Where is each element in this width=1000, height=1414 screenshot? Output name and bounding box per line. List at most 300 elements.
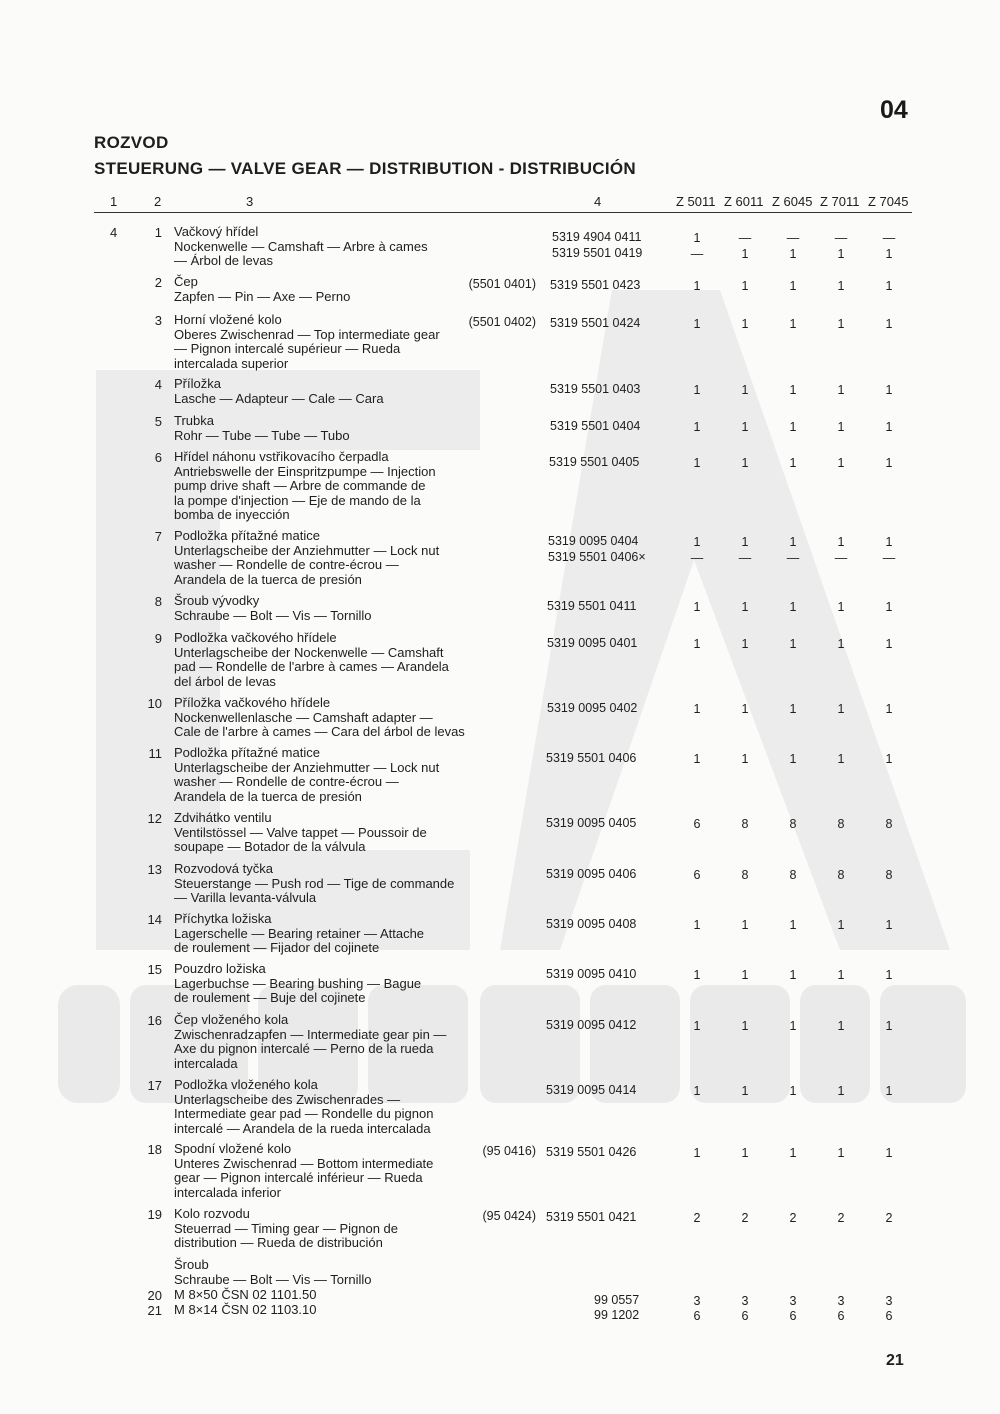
quantity-value: 1	[741, 1084, 749, 1098]
quantity-cell	[869, 918, 909, 934]
quantity-value: 1	[885, 456, 893, 470]
quantity-value: 1	[789, 1146, 797, 1160]
part-numbers	[550, 382, 640, 398]
part-description	[174, 377, 504, 406]
column-header-3: 3	[246, 194, 254, 209]
quantity-value: 1	[741, 317, 749, 331]
quantity-cell	[821, 383, 861, 399]
quantity-value: 8	[741, 817, 749, 831]
description-line: M 8×50 ČSN 02 1101.50	[174, 1287, 317, 1302]
quantity-cell	[821, 968, 861, 984]
quantity-value: 1	[789, 752, 797, 766]
quantity-value: 1	[789, 968, 797, 982]
quantity-value: 1	[693, 752, 701, 766]
quantity-cell	[677, 231, 717, 262]
description-line: Trubka	[174, 413, 214, 428]
quantity-value: 1	[789, 637, 797, 651]
description-line: intercalada	[174, 1055, 238, 1071]
position-number: 8	[154, 594, 162, 609]
part-number: 5319 5501 0423	[550, 278, 641, 292]
quantity-cell	[725, 1211, 765, 1227]
quantity-value: 1	[693, 1084, 701, 1098]
part-description	[174, 529, 504, 587]
quantity-value: 1	[789, 383, 797, 397]
quantity-value: 8	[789, 817, 797, 831]
part-numbers	[550, 278, 640, 294]
position-number: 17	[147, 1078, 162, 1093]
column-header-model-2: Z 6045	[772, 194, 813, 209]
quantity-value: 1	[741, 1146, 749, 1160]
quantity-value: 1	[789, 317, 797, 331]
description-line: Zapfen — Pin — Axe — Perno	[174, 288, 351, 304]
quantity-value: 1	[693, 1019, 701, 1033]
part-description	[174, 1013, 504, 1071]
quantity-cell	[677, 1084, 717, 1100]
part-description	[174, 1207, 504, 1251]
reference-number: (95 0416)	[482, 1144, 536, 1158]
description-line: la pompe d'injection — Eje de mando de la	[174, 492, 421, 508]
part-numbers	[546, 816, 636, 832]
column-header-model-3: Z 7011	[820, 194, 860, 209]
quantity-value: 1	[837, 918, 845, 932]
quantity-cell	[869, 279, 909, 295]
quantity-value: 1	[741, 246, 749, 261]
description-line: distribution — Rueda de distribución	[174, 1235, 383, 1251]
part-number: 5319 0095 0401	[547, 636, 638, 650]
description-line: Unterlagscheibe des Zwischenrades —	[174, 1091, 401, 1107]
part-number: 5319 0095 0408	[546, 917, 637, 931]
quantity-cell	[773, 1211, 813, 1227]
page-number: 21	[886, 1352, 904, 1369]
quantity-cell	[725, 317, 765, 333]
description-line: Nockenwelle — Camshaft — Arbre à cames	[174, 238, 428, 254]
quantity-cell	[821, 1294, 861, 1310]
quantity-value: 1	[741, 637, 749, 651]
quantity-value: 1	[693, 637, 701, 651]
quantity-cell	[869, 702, 909, 718]
quantity-cell	[869, 1019, 909, 1035]
quantity-cell	[725, 1146, 765, 1162]
quantity-cell	[869, 1146, 909, 1162]
quantity-value: 6	[885, 1309, 893, 1323]
quantity-cell	[869, 456, 909, 472]
description-line: — Árbol de levas	[174, 253, 273, 269]
quantity-cell	[725, 968, 765, 984]
quantity-value: 1	[693, 383, 701, 397]
quantity-cell	[773, 456, 813, 472]
part-number: 5319 0095 0406	[546, 867, 637, 881]
position-number: 7	[154, 529, 162, 544]
quantity-value: 1	[789, 1084, 797, 1098]
quantity-value: 1	[693, 968, 701, 982]
quantity-cell	[677, 317, 717, 333]
description-line: pump drive shaft — Arbre de commande de	[174, 478, 426, 494]
position-number: 14	[147, 912, 162, 927]
quantity-cell	[869, 231, 909, 262]
part-number: 5319 0095 0405	[546, 816, 637, 830]
quantity-cell	[677, 383, 717, 399]
description-line: Podložka přítažné matice	[174, 745, 320, 760]
column-header-1: 1	[110, 194, 118, 209]
part-description	[174, 912, 504, 956]
part-number: 5319 5501 0405	[549, 455, 640, 469]
description-line: intercalada inferior	[174, 1184, 281, 1200]
quantity-cell	[869, 868, 909, 884]
page-subtitle: STEUERUNG — VALVE GEAR — DISTRIBUTION - DISTRIBUCIÓN	[94, 159, 636, 178]
description-line: Unteres Zwischenrad — Bottom intermediate	[174, 1155, 434, 1171]
quantity-cell	[725, 918, 765, 934]
column-header-model-0: Z 5011	[676, 194, 716, 209]
quantity-value: 1	[741, 752, 749, 766]
part-description	[174, 696, 504, 740]
description-line: Axe du pignon intercalé — Perno de la rueda	[174, 1041, 434, 1057]
part-number: 5319 5501 0406×	[548, 549, 646, 564]
column-header-model-4: Z 7045	[868, 194, 909, 209]
position-number: 1	[154, 225, 162, 240]
quantity-value: 6	[837, 1309, 845, 1323]
description-line: M 8×14 ČSN 02 1103.10	[174, 1302, 317, 1317]
quantity-cell	[821, 702, 861, 718]
quantity-cell	[821, 918, 861, 934]
quantity-cell	[773, 600, 813, 616]
quantity-value: 1	[885, 968, 893, 982]
part-number: 5319 5501 0421	[546, 1210, 637, 1224]
quantity-cell	[677, 1019, 717, 1035]
position-number: 19	[147, 1207, 162, 1222]
quantity-cell	[725, 420, 765, 436]
quantity-value: 1	[741, 702, 749, 716]
quantity-value: 1	[885, 317, 893, 331]
quantity-cell	[773, 535, 813, 566]
quantity-cell	[677, 279, 717, 295]
quantity-cell	[821, 1019, 861, 1035]
position-number: 9	[154, 631, 162, 646]
part-numbers	[547, 701, 637, 717]
quantity-value: 1	[693, 1146, 701, 1160]
quantity-cell	[821, 1146, 861, 1162]
description-line: washer — Rondelle de contre-écrou —	[174, 774, 399, 790]
quantity-cell	[773, 1309, 813, 1325]
quantity-value: 1	[885, 535, 893, 549]
quantity-cell	[773, 1084, 813, 1100]
quantity-value: 1	[789, 279, 797, 293]
quantity-value: 1	[741, 279, 749, 293]
position-number: 16	[147, 1013, 162, 1028]
part-number: 5319 5501 0424	[550, 316, 641, 330]
quantity-value: —	[786, 231, 800, 245]
position-number: 18	[147, 1142, 162, 1157]
quantity-cell	[821, 752, 861, 768]
part-description	[174, 1078, 504, 1136]
part-description	[174, 1142, 504, 1200]
part-number: 99 1202	[594, 1308, 640, 1322]
quantity-cell	[773, 918, 813, 934]
quantity-value: 1	[885, 637, 893, 651]
description-line: Intermediate gear pad — Rondelle du pignon	[174, 1106, 434, 1122]
quantity-value: 6	[693, 817, 701, 831]
part-numbers	[546, 1018, 636, 1034]
quantity-value: 1	[693, 279, 701, 293]
position-number: 20	[147, 1288, 162, 1303]
quantity-cell	[773, 1019, 813, 1035]
quantity-value: 1	[741, 535, 749, 549]
description-line: Vačkový hřídel	[174, 224, 259, 239]
part-numbers	[548, 534, 646, 565]
column-header-model-1: Z 6011	[724, 194, 764, 209]
reference-number: (5501 0401)	[468, 277, 536, 291]
quantity-cell	[821, 1084, 861, 1100]
part-description	[174, 746, 504, 804]
quantity-cell	[725, 868, 765, 884]
description-line: Kolo rozvodu	[174, 1206, 250, 1221]
part-description	[174, 1258, 504, 1287]
quantity-value: 2	[837, 1211, 845, 1225]
quantity-value: 2	[789, 1211, 797, 1225]
quantity-cell	[725, 1309, 765, 1325]
quantity-cell	[869, 535, 909, 566]
description-line: Podložka vačkového hřídele	[174, 630, 337, 645]
quantity-cell	[821, 535, 861, 566]
description-line: Podložka vloženého kola	[174, 1077, 318, 1092]
quantity-value: 1	[885, 752, 893, 766]
position-number: 6	[154, 450, 162, 465]
description-line: bomba de inyección	[174, 507, 290, 523]
quantity-value: 1	[789, 420, 797, 434]
description-line: Zwischenradzapfen — Intermediate gear pin —	[174, 1026, 447, 1042]
quantity-cell	[869, 1294, 909, 1310]
part-numbers	[546, 967, 636, 983]
quantity-value: 1	[837, 383, 845, 397]
part-number: 5319 0095 0412	[546, 1018, 637, 1032]
quantity-cell	[869, 317, 909, 333]
part-number: 99 0557	[594, 1293, 640, 1307]
quantity-cell	[677, 420, 717, 436]
quantity-cell	[821, 817, 861, 833]
quantity-value: —	[690, 550, 704, 565]
quantity-cell	[869, 1309, 909, 1325]
description-line: Steuerstange — Push rod — Tige de commande	[174, 875, 455, 891]
description-line: Šroub vývodky	[174, 593, 260, 608]
quantity-value: 8	[837, 817, 845, 831]
quantity-cell	[821, 420, 861, 436]
quantity-value: 3	[885, 1294, 893, 1308]
quantity-cell	[869, 600, 909, 616]
quantity-value: 1	[837, 420, 845, 434]
quantity-cell	[725, 279, 765, 295]
quantity-cell	[869, 1084, 909, 1100]
description-line: Příchytka ložiska	[174, 911, 272, 926]
quantity-cell	[725, 383, 765, 399]
quantity-value: 1	[789, 456, 797, 470]
description-line: Podložka přítažné matice	[174, 528, 320, 543]
quantity-cell	[773, 1294, 813, 1310]
description-line: soupape — Botador de la válvula	[174, 839, 366, 855]
header-rule	[94, 212, 912, 213]
quantity-cell	[773, 317, 813, 333]
quantity-value: 3	[693, 1294, 701, 1308]
quantity-value: 1	[789, 246, 797, 261]
part-numbers	[594, 1293, 639, 1309]
quantity-value: —	[834, 550, 848, 565]
quantity-cell	[773, 420, 813, 436]
quantity-cell	[725, 702, 765, 718]
description-line: Rozvodová tyčka	[174, 861, 273, 876]
description-line: Lagerbuchse — Bearing bushing — Bague	[174, 975, 422, 991]
quantity-cell	[677, 752, 717, 768]
quantity-cell	[677, 637, 717, 653]
description-line: Lasche — Adapteur — Cale — Cara	[174, 390, 384, 406]
quantity-cell	[677, 918, 717, 934]
quantity-cell	[869, 420, 909, 436]
description-line: Čep	[174, 274, 198, 289]
position-number: 10	[147, 696, 162, 711]
description-line: intercalé — Arandela de la rueda intercalada	[174, 1120, 431, 1136]
quantity-value: 1	[837, 246, 845, 261]
part-description	[174, 862, 504, 906]
description-line: — Varilla levanta-válvula	[174, 890, 317, 906]
quantity-cell	[773, 817, 813, 833]
quantity-value: 1	[693, 702, 701, 716]
description-line: Schraube — Bolt — Vis — Tornillo	[174, 607, 372, 623]
part-description	[174, 313, 504, 371]
quantity-value: 1	[885, 383, 893, 397]
part-description	[174, 811, 504, 855]
quantity-value: 8	[789, 868, 797, 882]
description-line: Schraube — Bolt — Vis — Tornillo	[174, 1271, 372, 1287]
part-numbers	[546, 917, 636, 933]
description-line: Steuerrad — Timing gear — Pignon de	[174, 1220, 399, 1236]
quantity-cell	[677, 968, 717, 984]
quantity-cell	[725, 535, 765, 566]
quantity-value: 1	[837, 752, 845, 766]
part-number: 5319 5501 0411	[547, 599, 637, 613]
quantity-cell	[677, 600, 717, 616]
quantity-cell	[773, 279, 813, 295]
part-number: 5319 4904 0411	[552, 230, 642, 244]
description-line: Nockenwellenlasche — Camshaft adapter —	[174, 709, 433, 725]
quantity-value: 1	[741, 456, 749, 470]
quantity-cell	[869, 1211, 909, 1227]
page-title: ROZVOD	[94, 133, 169, 152]
part-numbers	[546, 751, 636, 767]
part-numbers	[550, 419, 640, 435]
quantity-value: 1	[741, 600, 749, 614]
quantity-value: 1	[837, 1084, 845, 1098]
quantity-cell	[677, 456, 717, 472]
quantity-value: —	[786, 550, 800, 565]
quantity-cell	[821, 1211, 861, 1227]
description-line: intercalada superior	[174, 355, 289, 371]
quantity-cell	[869, 383, 909, 399]
part-description	[174, 631, 504, 689]
part-numbers	[594, 1308, 639, 1324]
part-description	[174, 414, 504, 443]
description-line: de roulement — Fijador del cojinete	[174, 940, 380, 956]
quantity-cell	[725, 600, 765, 616]
quantity-cell	[677, 535, 717, 566]
description-line: pad — Rondelle de l'arbre à cames — Arandela	[174, 659, 449, 675]
description-line: Antriebswelle der Einspritzpumpe — Injection	[174, 463, 436, 479]
description-line: de roulement — Buje del cojinete	[174, 990, 366, 1006]
part-number: 5319 0095 0414	[546, 1083, 637, 1097]
part-numbers	[547, 599, 636, 615]
part-description	[174, 1288, 504, 1303]
quantity-cell	[821, 1309, 861, 1325]
quantity-value: 1	[837, 637, 845, 651]
part-description	[174, 275, 504, 304]
description-line: Čep vloženého kola	[174, 1012, 289, 1027]
part-numbers	[546, 867, 636, 883]
quantity-value: —	[882, 231, 896, 245]
part-number: 5319 0095 0404	[548, 534, 639, 548]
quantity-cell	[677, 868, 717, 884]
part-number: 5319 0095 0402	[547, 701, 638, 715]
quantity-value: 1	[693, 600, 701, 614]
quantity-value: 1	[741, 383, 749, 397]
description-line: Příložka vačkového hřídele	[174, 695, 331, 710]
quantity-value: 1	[741, 1019, 749, 1033]
description-line: Příložka	[174, 376, 221, 391]
part-description	[174, 1303, 504, 1318]
reference-number: (95 0424)	[482, 1209, 536, 1223]
description-line: Cale de l'arbre à cames — Cara del árbol de levas	[174, 724, 465, 740]
quantity-value: 1	[837, 702, 845, 716]
part-number: 5319 5501 0404	[550, 419, 641, 433]
quantity-value: 1	[789, 918, 797, 932]
quantity-cell	[821, 456, 861, 472]
quantity-cell	[677, 1146, 717, 1162]
description-line: Lagerschelle — Bearing retainer — Attache	[174, 925, 425, 941]
part-number: 5319 5501 0419	[552, 245, 643, 260]
part-number: 5319 5501 0406	[546, 751, 637, 765]
description-line: Arandela de la tuerca de presión	[174, 788, 362, 804]
quantity-value: 8	[885, 817, 893, 831]
quantity-value: 1	[885, 246, 893, 261]
quantity-cell	[725, 817, 765, 833]
part-number: 5319 0095 0410	[546, 967, 637, 981]
quantity-cell	[725, 752, 765, 768]
description-line: Šroub	[174, 1257, 209, 1272]
quantity-value: 1	[837, 600, 845, 614]
quantity-value: 1	[693, 918, 701, 932]
quantity-value: 8	[741, 868, 749, 882]
quantity-value: 8	[837, 868, 845, 882]
position-number: 5	[154, 414, 162, 429]
quantity-cell	[773, 868, 813, 884]
quantity-value: 1	[789, 535, 797, 549]
quantity-value: 6	[789, 1309, 797, 1323]
quantity-cell	[773, 637, 813, 653]
part-numbers	[546, 1083, 636, 1099]
quantity-value: 1	[837, 535, 845, 549]
quantity-cell	[821, 279, 861, 295]
quantity-value: 2	[693, 1211, 701, 1225]
description-line: Arandela de la tuerca de presión	[174, 571, 362, 587]
quantity-value: 6	[741, 1309, 749, 1323]
column-header-4: 4	[594, 194, 602, 209]
quantity-value: —	[738, 550, 752, 565]
description-line: gear — Pignon intercalé inférieur — Rueda	[174, 1170, 423, 1186]
quantity-value: 1	[885, 918, 893, 932]
quantity-value: 1	[837, 968, 845, 982]
quantity-cell	[869, 817, 909, 833]
quantity-value: 8	[885, 868, 893, 882]
quantity-cell	[821, 868, 861, 884]
quantity-cell	[821, 231, 861, 262]
quantity-value: —	[834, 231, 848, 245]
quantity-value: 1	[837, 1146, 845, 1160]
description-line: Ventilstössel — Valve tappet — Poussoir de	[174, 824, 427, 840]
